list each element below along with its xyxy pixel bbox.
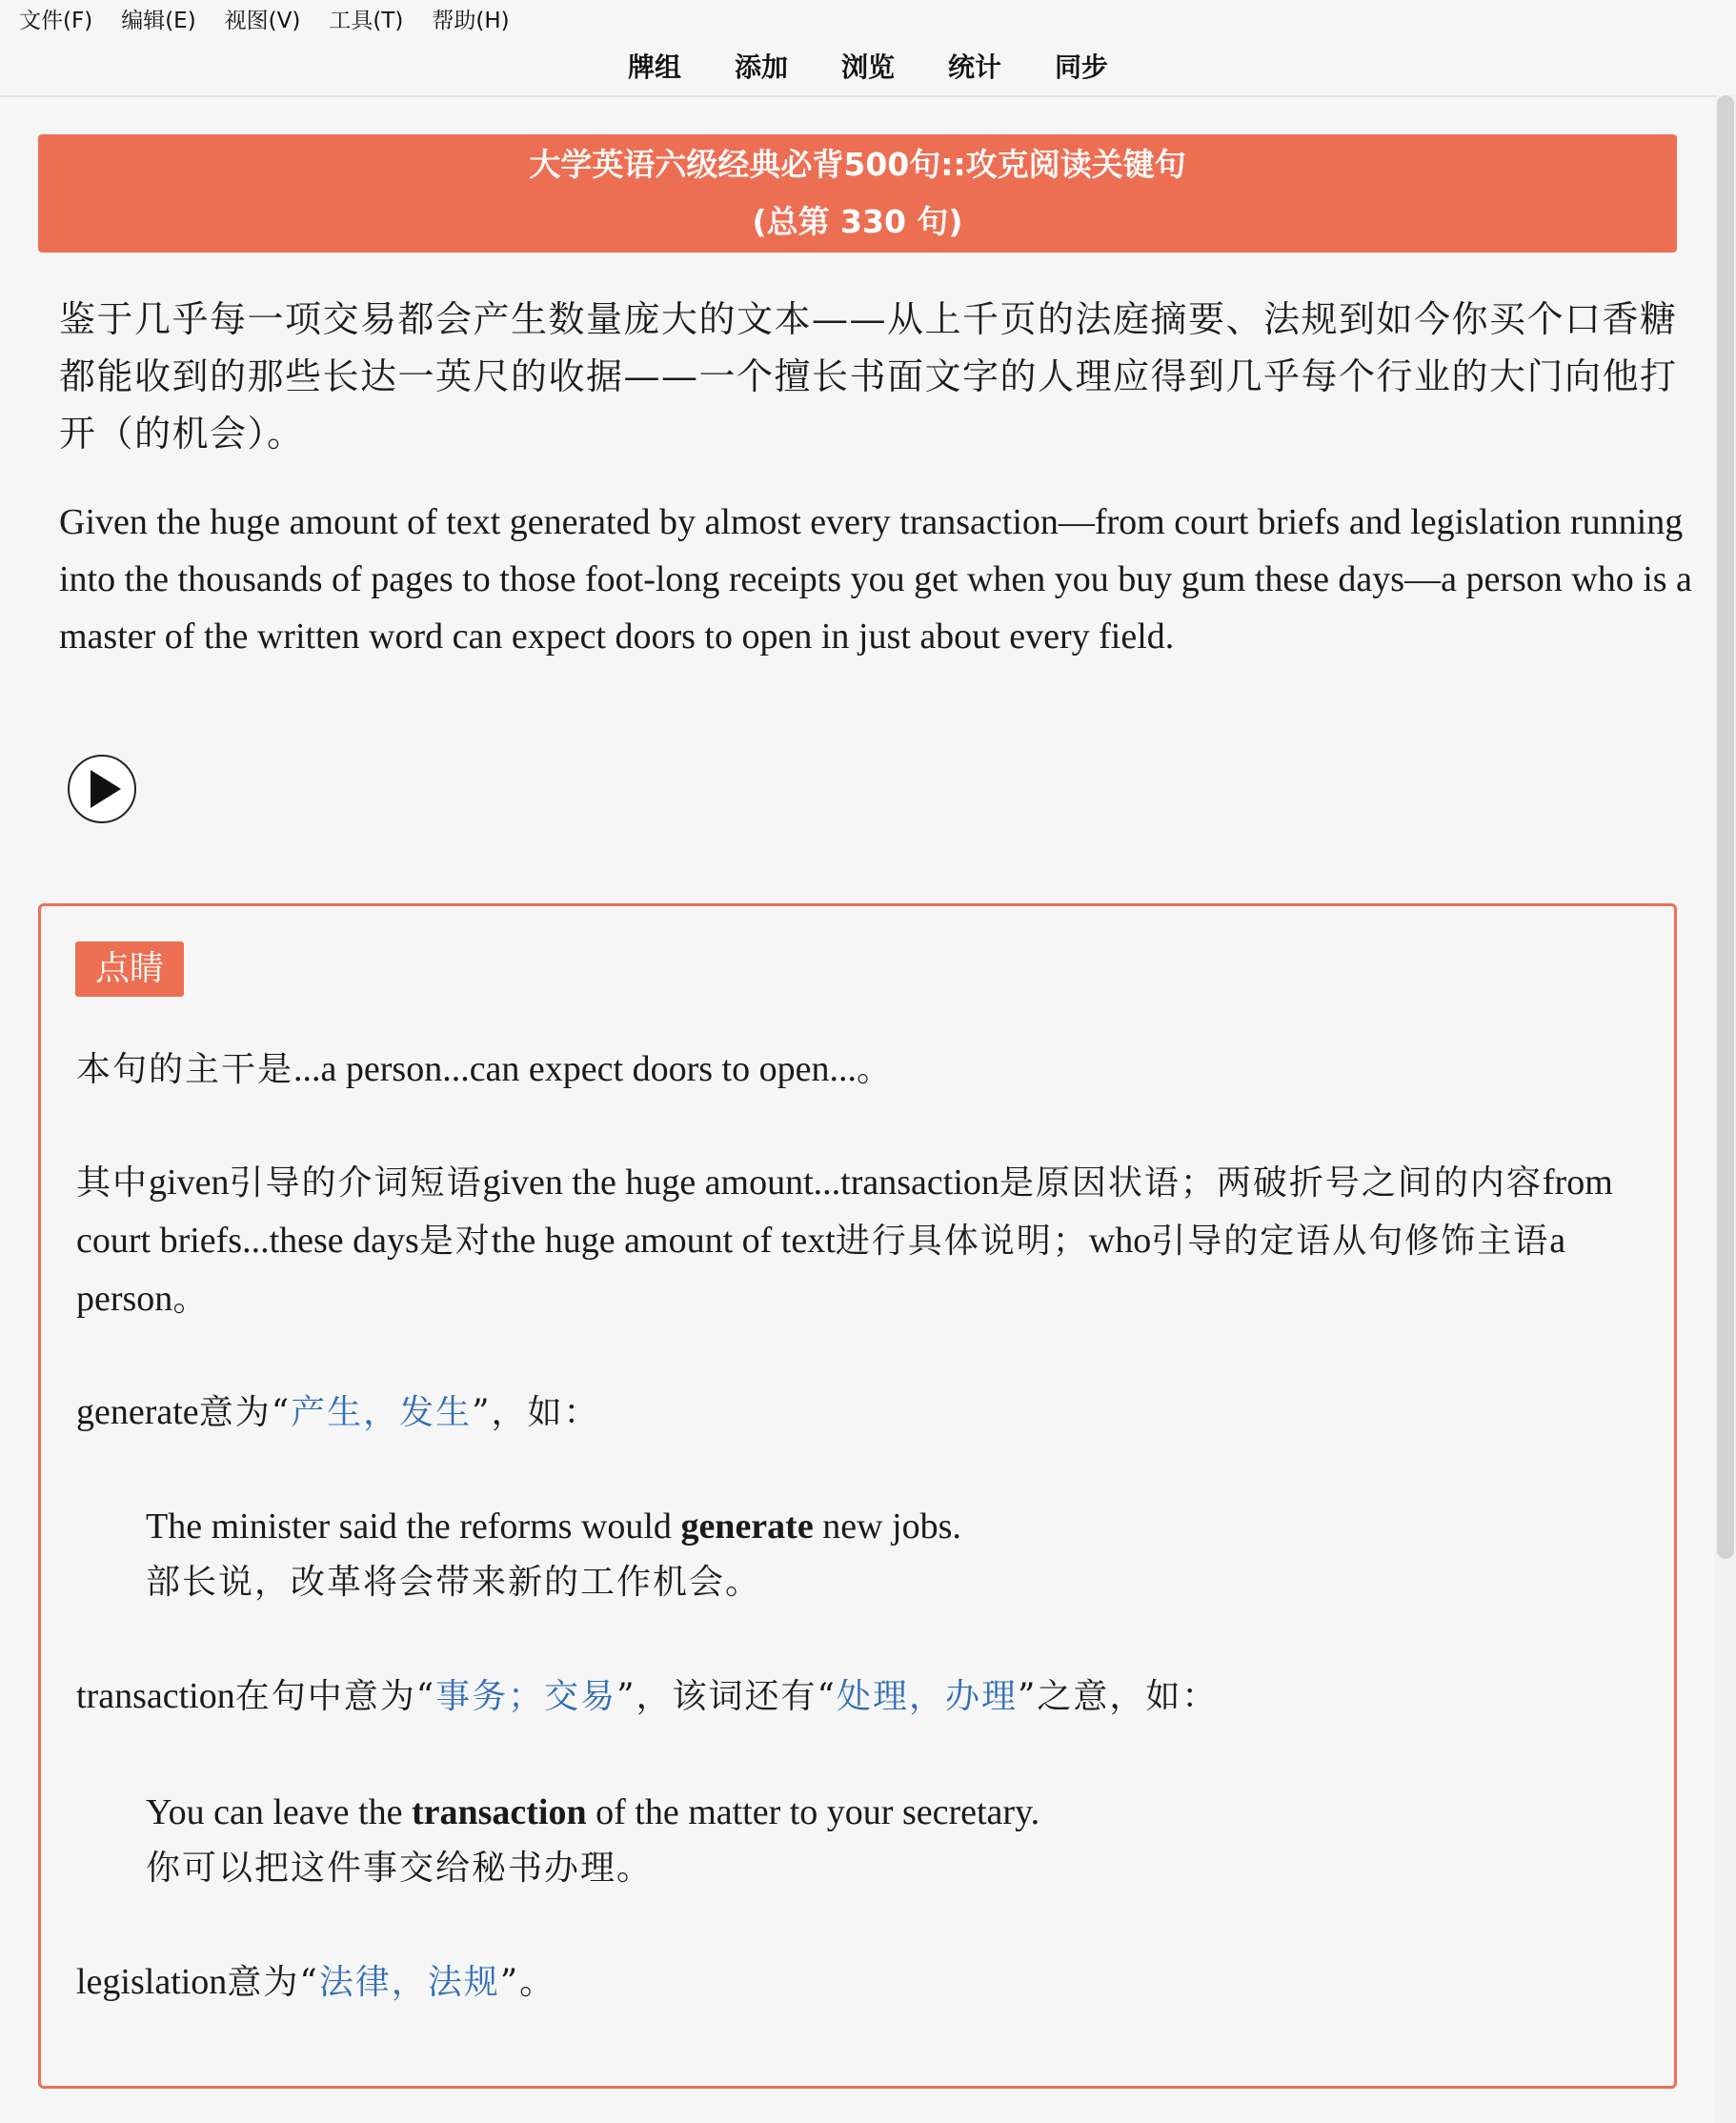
deck-title: 大学英语六级经典必背500句::攻克阅读关键句 <box>529 146 1186 183</box>
toolbar-browse[interactable]: 浏览 <box>840 51 895 83</box>
menu-file[interactable]: 文件(F) <box>19 8 93 33</box>
scrollbar-thumb[interactable] <box>1717 95 1734 1559</box>
note-transaction: transaction在句中意为“事务；交易”，该词还有“处理，办理”之意，如： <box>76 1676 1219 1716</box>
menu-help[interactable]: 帮助(H) <box>432 8 510 33</box>
note-generate: generate意为“产生，发生”，如： <box>76 1392 600 1432</box>
note-badge: 点睛 <box>75 941 184 997</box>
main-toolbar <box>0 36 1736 97</box>
note-main-clause: 本句的主干是...a person...can expect doors to open...。 <box>76 1049 893 1089</box>
example-generate-cn: 部长说，改革将会带来新的工作机会。 <box>146 1563 762 1602</box>
menu-tools[interactable]: 工具(T) <box>329 8 404 33</box>
play-audio-button[interactable] <box>68 755 136 823</box>
card-header-banner <box>38 134 1677 253</box>
note-legislation: legislation意为“法律，法规”。 <box>76 1962 556 2002</box>
toolbar-sync[interactable]: 同步 <box>1055 51 1109 83</box>
menu-edit[interactable]: 编辑(E) <box>121 8 196 33</box>
note-structure: 其中given引导的介词短语given the huge amount...transaction是原因状语；两破折号之间的内容from court briefs...these days是对the huge amount of text进行具体说明；who引导的定语从句修饰主语a person。 <box>76 1163 1613 1319</box>
menu-bar <box>0 0 1736 36</box>
example-transaction-cn: 你可以把这件事交给秘书办理。 <box>146 1849 654 1888</box>
toolbar-decks[interactable]: 牌组 <box>627 51 681 83</box>
toolbar-stats[interactable]: 统计 <box>948 51 1002 83</box>
chinese-translation: 鉴于几乎每一项交易都会产生数量庞大的文本——从上千页的法庭摘要、法规到如今你买个口香糖都能收到的那些长达一英尺的收据——一个擅长书面文字的人理应得到几乎每个行业的大门向他打开（的机会）。 <box>59 298 1678 455</box>
play-icon <box>70 757 134 821</box>
example-transaction-en: You can leave the transaction of the matter to your secretary. <box>146 1792 1040 1832</box>
menu-view[interactable]: 视图(V) <box>224 8 301 33</box>
sentence-counter: (总第 330 句) <box>752 203 963 240</box>
english-sentence: Given the huge amount of text generated by almost every transaction—from court briefs and legislation running into the thousands of pages to those foot-long receipts you get when you buy gum these days—a person who is a master of the written word can expect doors to open in just about every field. <box>59 502 1692 657</box>
toolbar-add[interactable]: 添加 <box>734 51 788 83</box>
example-generate-en: The minister said the reforms would generate new jobs. <box>146 1506 961 1547</box>
